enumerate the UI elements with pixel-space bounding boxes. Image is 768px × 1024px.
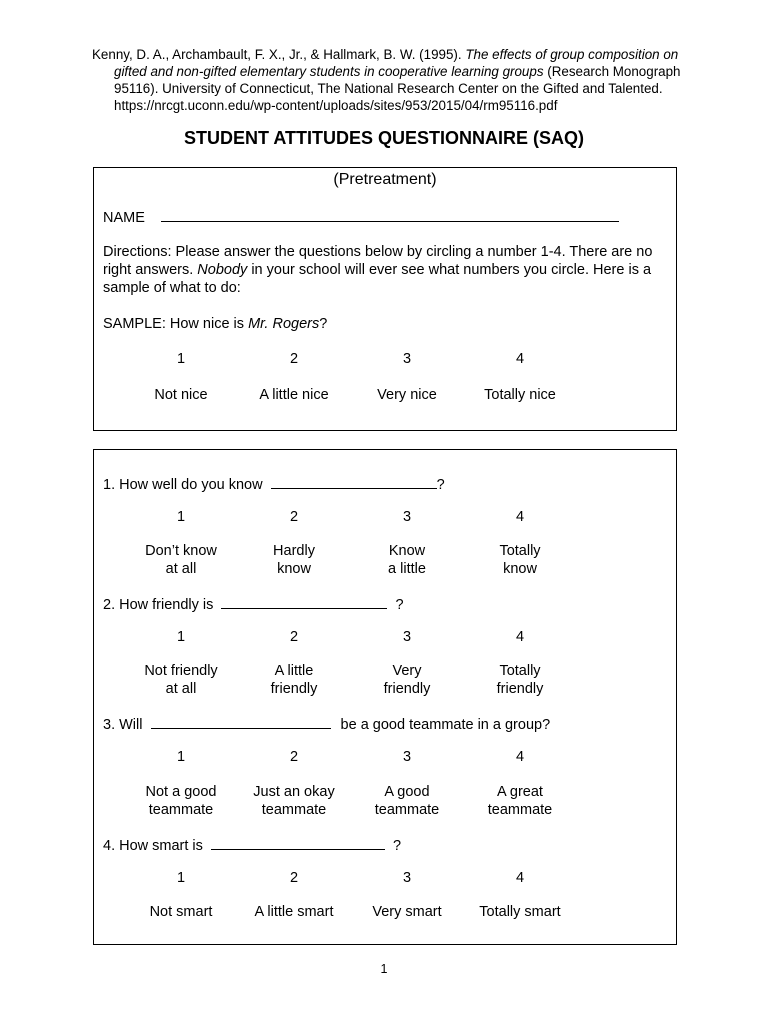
scale-number[interactable]: 3 <box>402 509 412 525</box>
name-field[interactable] <box>161 207 619 222</box>
name-row <box>103 207 619 227</box>
scale-label-line: Not friendly <box>144 663 218 679</box>
page-number: 1 <box>380 962 388 976</box>
citation-rest: (Research Monograph 95116). University of Connecticut, The National Research Center on the Gifted and Talented. https://nrcgt.uconn.edu/wp-content/uploads/sites/953/2015/04/rm95116.pdf <box>114 64 681 113</box>
question-text: 1. How well do you know <box>103 477 263 493</box>
scale-label <box>465 662 575 698</box>
scale-number[interactable]: 2 <box>289 629 299 645</box>
scale-label-line: friendly <box>496 681 544 697</box>
question-blank[interactable] <box>221 594 387 609</box>
question-1 <box>103 474 445 494</box>
pretreatment-label: (Pretreatment) <box>333 171 437 188</box>
scale-label-line: Don’t know <box>145 543 217 559</box>
question-suffix: be a good teammate in a group? <box>340 717 551 733</box>
scale-label-line: friendly <box>383 681 431 697</box>
scale-label-line: Totally <box>499 663 541 679</box>
question-blank[interactable] <box>211 835 385 850</box>
directions-text-a: Directions: Please answer the questions below by circling a number 1-4. There are no right answers. <box>103 244 653 278</box>
scale-label <box>126 783 236 819</box>
question-3 <box>103 714 550 734</box>
directions-emphasis: Nobody <box>197 262 248 278</box>
scale-label-line: Just an okay <box>253 784 335 800</box>
sample-scale-number: 3 <box>402 351 412 367</box>
scale-label-line: A little <box>274 663 314 679</box>
scale-label: Very smart <box>372 904 442 920</box>
citation-authors: Kenny, D. A., Archambault, F. X., Jr., & Hallmark, B. W. (1995). <box>92 47 462 62</box>
scale-label <box>239 662 349 698</box>
scale-label-line: A great <box>497 784 543 800</box>
scale-label-line: a little <box>388 561 426 577</box>
scale-number[interactable]: 2 <box>289 870 299 886</box>
sample-scale-label: A little nice <box>259 387 329 403</box>
scale-label-line: teammate <box>261 802 327 818</box>
name-label: NAME <box>103 210 145 226</box>
citation-title: The effects of group composition on gifted and non-gifted elementary students in cooperative learning groups <box>114 47 679 79</box>
scale-label: A little smart <box>254 904 334 920</box>
scale-label <box>239 542 349 578</box>
scale-number[interactable]: 2 <box>289 509 299 525</box>
scale-label-line: know <box>503 561 537 577</box>
directions-text-b: in your school will ever see what numbers you circle. Here is a sample of what to do: <box>103 262 652 296</box>
scale-label-line: at all <box>165 681 197 697</box>
scale-label <box>465 783 575 819</box>
question-suffix: ? <box>436 477 445 493</box>
intro-box <box>93 167 677 431</box>
scale-number[interactable]: 4 <box>515 870 525 886</box>
scale-label <box>352 783 462 819</box>
question-text: 2. How friendly is <box>103 597 214 613</box>
sample-scale-label: Not nice <box>154 387 208 403</box>
scale-number[interactable]: 4 <box>515 629 525 645</box>
sample-text-a: SAMPLE: How nice is <box>103 316 245 332</box>
scale-number[interactable]: 1 <box>176 749 186 765</box>
question-suffix: ? <box>395 597 404 613</box>
directions <box>103 243 673 297</box>
scale-number[interactable]: 3 <box>402 870 412 886</box>
scale-number[interactable]: 2 <box>289 749 299 765</box>
questions-box <box>93 449 677 945</box>
scale-label <box>465 542 575 578</box>
page-title: STUDENT ATTITUDES QUESTIONNAIRE (SAQ) <box>184 128 584 148</box>
question-blank[interactable] <box>271 474 437 489</box>
scale-label-line: Know <box>388 543 426 559</box>
scale-label <box>126 662 236 698</box>
scale-label: Not smart <box>149 904 213 920</box>
sample-scale-number: 1 <box>176 351 186 367</box>
scale-number[interactable]: 1 <box>176 870 186 886</box>
question-blank[interactable] <box>151 714 331 729</box>
sample-text-b: ? <box>319 316 328 332</box>
scale-label-line: Very <box>392 663 422 679</box>
scale-label-line: friendly <box>270 681 318 697</box>
scale-number[interactable]: 1 <box>176 629 186 645</box>
question-suffix: ? <box>392 838 402 854</box>
question-text: 4. How smart is <box>103 838 203 854</box>
scale-label-line: A good <box>384 784 430 800</box>
scale-number[interactable]: 3 <box>402 629 412 645</box>
sample-scale-number: 4 <box>515 351 525 367</box>
scale-label-line: teammate <box>487 802 553 818</box>
scale-label: Totally smart <box>479 904 561 920</box>
scale-number[interactable]: 3 <box>402 749 412 765</box>
scale-number[interactable]: 4 <box>515 749 525 765</box>
scale-number[interactable]: 4 <box>515 509 525 525</box>
citation <box>92 46 714 114</box>
question-4 <box>103 835 401 855</box>
scale-label-line: teammate <box>374 802 440 818</box>
sample-scale-number: 2 <box>289 351 299 367</box>
question-2 <box>103 594 404 614</box>
scale-number[interactable]: 1 <box>176 509 186 525</box>
scale-label <box>352 542 462 578</box>
scale-label <box>126 542 236 578</box>
sample-scale-label: Totally nice <box>484 387 556 403</box>
scale-label-line: know <box>277 561 311 577</box>
scale-label <box>352 662 462 698</box>
sample-scale-label: Very nice <box>377 387 437 403</box>
sample-subject: Mr. Rogers <box>248 316 320 332</box>
scale-label-line: Hardly <box>273 543 315 559</box>
scale-label-line: teammate <box>148 802 214 818</box>
scale-label-line: Totally <box>499 543 541 559</box>
question-text: 3. Will <box>103 717 143 733</box>
sample-question <box>103 315 327 333</box>
scale-label-line: at all <box>165 561 197 577</box>
scale-label-line: Not a good <box>145 784 217 800</box>
scale-label <box>239 783 349 819</box>
